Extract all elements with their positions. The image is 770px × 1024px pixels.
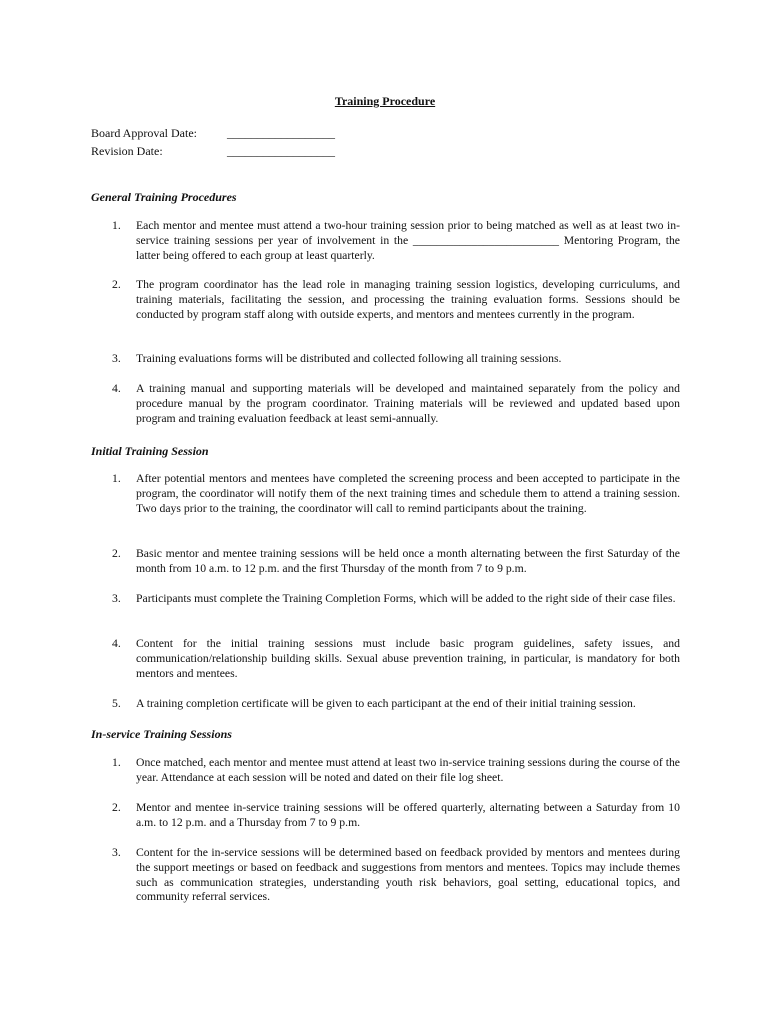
list-item-text: Content for the in-service sessions will be determined based on feedback provided by mentors and mentees during the support meetings or based on feedback and suggestions from mentors and mentees. Topics may include themes such as communication strategies, understanding youth risk behaviors, goal setting, educational topics, and community referral services. (136, 846, 680, 904)
section-heading-general: General Training Procedures (91, 190, 237, 204)
list-item-text: A training manual and supporting materials will be developed and maintained separately from the policy and procedure manual by the program coordinator. Training materials will be reviewed and updated based upon program and training evaluation feedback at least semi-annually. (136, 382, 680, 425)
list-item-number: 1. (112, 219, 121, 232)
list-item (112, 846, 680, 905)
list-item-text: Once matched, each mentor and mentee must attend at least two in-service training sessions during the course of the year. Attendance at each session will be noted and dated on their file log sheet. (136, 756, 680, 784)
list-item-number: 3. (112, 352, 121, 365)
page-title: Training Procedure (334, 94, 436, 108)
board-approval-blank: __________________ (227, 126, 335, 140)
list-item-number: 3. (112, 846, 121, 859)
revision-date-blank: __________________ (227, 144, 335, 158)
list-item-text: Basic mentor and mentee training sessions will be held once a month alternating between the first Saturday of the month from 10 a.m. to 12 p.m. and the first Thursday of the month from 7 to 9 p.m. (136, 547, 680, 575)
board-approval-label: Board Approval Date: (91, 126, 197, 140)
list-item-number: 3. (112, 592, 121, 605)
list-item-number: 4. (112, 637, 121, 650)
list-item (112, 219, 680, 263)
list-item-text: Content for the initial training sessions must include basic program guidelines, safety issues, and communication/relationship building skills. Sexual abuse prevention training, in particular, is mandatory for both mentors and mentees. (136, 637, 680, 680)
list-item-text: Training evaluations forms will be distributed and collected following all training sessions. (136, 352, 562, 365)
list-item-number: 1. (112, 756, 121, 769)
section-heading-initial: Initial Training Session (91, 444, 209, 458)
list-item-number: 1. (112, 472, 121, 485)
list-item-text: The program coordinator has the lead role in managing training session logistics, developing curriculums, and training materials, facilitating the session, and processing the training evaluation forms. Sessions should be conducted by program staff along with outside experts, and mentors and mentees currently in the program. (136, 278, 680, 321)
list-item (112, 547, 680, 577)
list-item (112, 801, 680, 831)
list-item-text: Participants must complete the Training Completion Forms, which will be added to the right side of their case files. (136, 592, 676, 605)
revision-date-label: Revision Date: (91, 144, 163, 158)
list-item-text: Mentor and mentee in-service training sessions will be offered quarterly, alternating between a Saturday from 10 a.m. to 12 p.m. and a Thursday from 7 to 9 p.m. (136, 801, 680, 829)
list-item (112, 637, 680, 681)
list-item-number: 4. (112, 382, 121, 395)
list-item (112, 697, 680, 712)
revision-date-row (91, 144, 335, 159)
list-item-text: Each mentor and mentee must attend a two-hour training session prior to being matched as well as at least two in-service training sessions per year of involvement in the _________________________ Mentoring Program, the latter being offered to each group at least quarterly. (136, 219, 680, 262)
list-item (112, 382, 680, 426)
board-approval-row (91, 126, 335, 141)
list-item (112, 472, 680, 516)
list-item-text: After potential mentors and mentees have completed the screening process and been accepted to participate in the program, the coordinator will notify them of the next training times and schedule them to attend a training session. Two days prior to the training, the coordinator will call to remind participants about the training. (136, 472, 680, 515)
list-item-number: 2. (112, 278, 121, 291)
list-item (112, 352, 680, 367)
list-item-text: A training completion certificate will be given to each participant at the end of their initial training session. (136, 697, 636, 710)
list-item-number: 5. (112, 697, 121, 710)
section-heading-in-service: In-service Training Sessions (91, 727, 232, 741)
list-item (112, 592, 680, 607)
list-item (112, 278, 680, 322)
list-item-number: 2. (112, 547, 121, 560)
list-item-number: 2. (112, 801, 121, 814)
list-item (112, 756, 680, 786)
